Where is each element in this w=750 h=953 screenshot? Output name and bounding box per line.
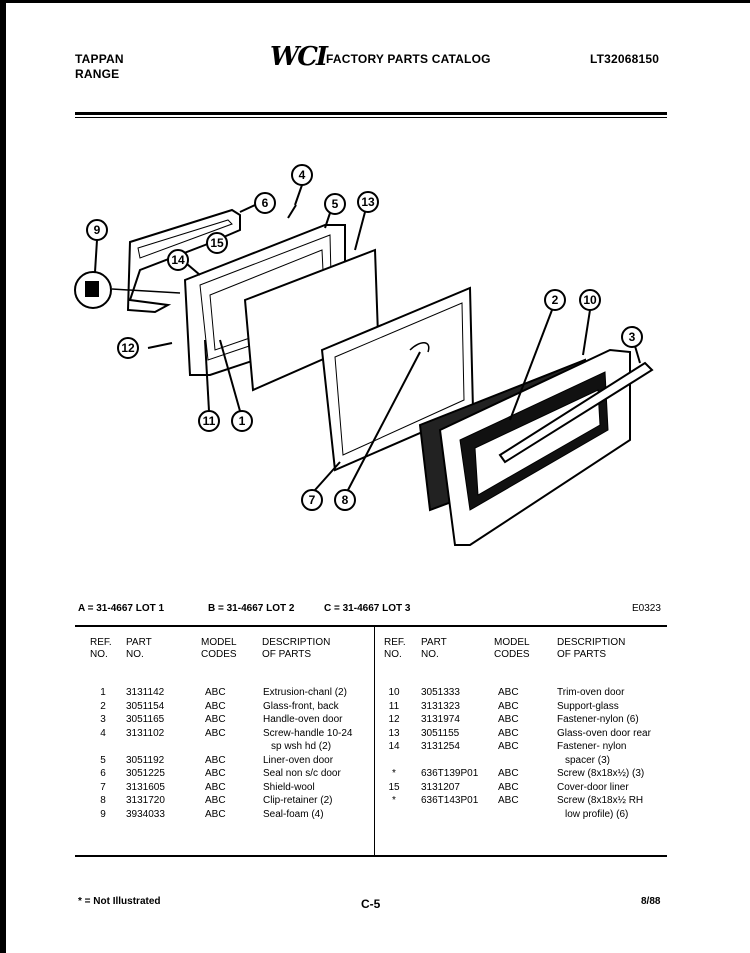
col-ref: REF. NO. [90, 637, 112, 660]
scan-border-top [0, 0, 750, 3]
cell-part: 636T139P01 [421, 768, 479, 779]
cell-part: 3131102 [126, 727, 165, 739]
cell-desc: Handle-oven door [263, 714, 343, 725]
cell-desc: Seal-foam (4) [263, 808, 324, 820]
cell-desc: sp wsh hd (2) [271, 741, 332, 752]
cell-model: ABC [205, 700, 226, 712]
cell-model: ABC [205, 754, 226, 766]
footnote: * = Not Illustrated [78, 896, 161, 907]
cell-model: ABC [498, 768, 519, 779]
page-number: C-5 [361, 897, 381, 911]
col-model: MODEL CODES [201, 637, 237, 660]
callout-label: 4 [298, 168, 306, 182]
callout-label: 8 [341, 493, 349, 507]
cell-ref: 2 [100, 700, 106, 712]
header-rule [75, 112, 667, 115]
col-ref: REF. NO. [384, 637, 406, 660]
cell-part: 3934033 [126, 808, 165, 820]
cell-part: 3131605 [126, 781, 165, 793]
cell-ref: 1 [100, 687, 106, 698]
cell-ref: 4 [100, 727, 106, 739]
cell-model: ABC [205, 687, 226, 698]
cell-desc: Liner-oven door [263, 754, 334, 766]
cell-model: ABC [498, 741, 519, 752]
diagram-code: E0323 [632, 603, 661, 614]
callout-1 [220, 340, 252, 431]
callout-label: 2 [551, 293, 559, 307]
cell-part: 3051225 [126, 768, 165, 779]
cell-model: ABC [205, 781, 226, 793]
cell-model: ABC [205, 808, 226, 820]
callout-label: 1 [238, 414, 246, 428]
cell-ref: 12 [388, 714, 400, 725]
cell-model: ABC [498, 727, 519, 739]
print-date: 8/88 [641, 896, 661, 907]
callout-label: 15 [210, 236, 224, 250]
cell-part: 3051192 [126, 754, 165, 766]
catalog-title: FACTORY PARTS CATALOG [326, 52, 491, 66]
cell-model: ABC [205, 714, 226, 725]
cell-desc: Screw (8x18x½) (3) [557, 768, 645, 779]
callout-label: 13 [361, 195, 375, 209]
callout-label: 9 [93, 223, 101, 237]
callout-label: 14 [171, 253, 185, 267]
cell-part: 3131207 [421, 781, 460, 793]
cell-part: 3131720 [126, 795, 165, 806]
col-model: MODEL CODES [494, 637, 530, 660]
cell-desc: Glass-oven door rear [557, 727, 651, 739]
cell-part: 3051154 [126, 700, 165, 712]
cell-desc: Cover-door liner [557, 781, 629, 793]
cell-ref: 9 [100, 808, 106, 820]
cell-ref: 11 [388, 700, 400, 712]
cell-model: ABC [498, 714, 519, 725]
cell-model: ABC [498, 687, 519, 698]
cell-ref: 7 [100, 781, 106, 793]
cell-ref: 5 [100, 754, 106, 766]
callout-label: 10 [583, 293, 597, 307]
lot-b: B = 31-4667 LOT 2 [208, 603, 295, 614]
cell-ref: 8 [100, 795, 106, 806]
cell-model: ABC [498, 700, 519, 712]
cell-desc: Trim-oven door [557, 687, 625, 698]
cell-part: 3131254 [421, 741, 460, 752]
cell-ref: 14 [388, 741, 400, 752]
brand-line-2: RANGE [75, 67, 120, 81]
cell-desc: Clip-retainer (2) [263, 795, 333, 806]
callout-label: 12 [121, 341, 135, 355]
cell-model: ABC [205, 768, 226, 779]
table-top-rule [75, 625, 667, 627]
cell-desc: Seal non s/c door [263, 768, 341, 779]
table-divider [374, 627, 375, 855]
header-rule-thin [75, 117, 667, 118]
cell-ref: * [392, 795, 396, 806]
cell-part: 3051155 [421, 727, 460, 739]
cell-desc: Screw-handle 10-24 [263, 727, 353, 739]
cell-part: 3131142 [126, 687, 165, 698]
cell-model: ABC [498, 795, 519, 806]
cell-desc: Fastener-nylon (6) [557, 714, 639, 725]
cell-ref: 13 [388, 727, 400, 739]
cell-model: ABC [498, 781, 519, 793]
callout-6 [240, 193, 275, 213]
callout-label: 11 [202, 414, 216, 428]
cell-desc: Support-glass [557, 700, 619, 712]
col-part: PART NO. [126, 637, 152, 660]
cell-part: 3131974 [421, 714, 460, 725]
cell-model: ABC [205, 795, 226, 806]
brand-line-1: TAPPAN [75, 52, 124, 66]
cell-desc: low profile) (6) [565, 808, 629, 820]
catalog-number: LT32068150 [590, 52, 660, 66]
cell-model: ABC [205, 727, 226, 739]
cell-desc: Screw (8x18x½ RH [557, 795, 644, 806]
col-desc: DESCRIPTION OF PARTS [262, 637, 331, 660]
table-bottom-rule [75, 855, 667, 857]
cell-desc: spacer (3) [565, 754, 611, 766]
wci-logo: WCI [270, 42, 327, 72]
cell-desc: Fastener- nylon [557, 741, 627, 752]
callout-label: 6 [261, 196, 269, 210]
cell-desc: Extrusion-chanl (2) [263, 687, 347, 698]
cell-ref: 10 [388, 687, 400, 698]
cell-part: 3051165 [126, 714, 165, 725]
exploded-door-diagram [0, 120, 750, 550]
cell-ref: 6 [100, 768, 106, 779]
cell-part: 3131323 [421, 700, 460, 712]
col-part: PART NO. [421, 637, 447, 660]
lot-c: C = 31-4667 LOT 3 [324, 603, 411, 614]
cell-desc: Glass-front, back [263, 700, 339, 712]
cell-ref: * [392, 768, 396, 779]
callout-label: 3 [628, 330, 636, 344]
cell-ref: 3 [100, 714, 106, 725]
col-desc: DESCRIPTION OF PARTS [557, 637, 626, 660]
cell-part: 3051333 [421, 687, 460, 698]
cell-ref: 15 [388, 781, 400, 793]
cell-part: 636T143P01 [421, 795, 479, 806]
callout-label: 5 [331, 197, 339, 211]
cell-desc: Shield-wool [263, 781, 315, 793]
callout-label: 7 [308, 493, 316, 507]
lot-a: A = 31-4667 LOT 1 [78, 603, 165, 614]
